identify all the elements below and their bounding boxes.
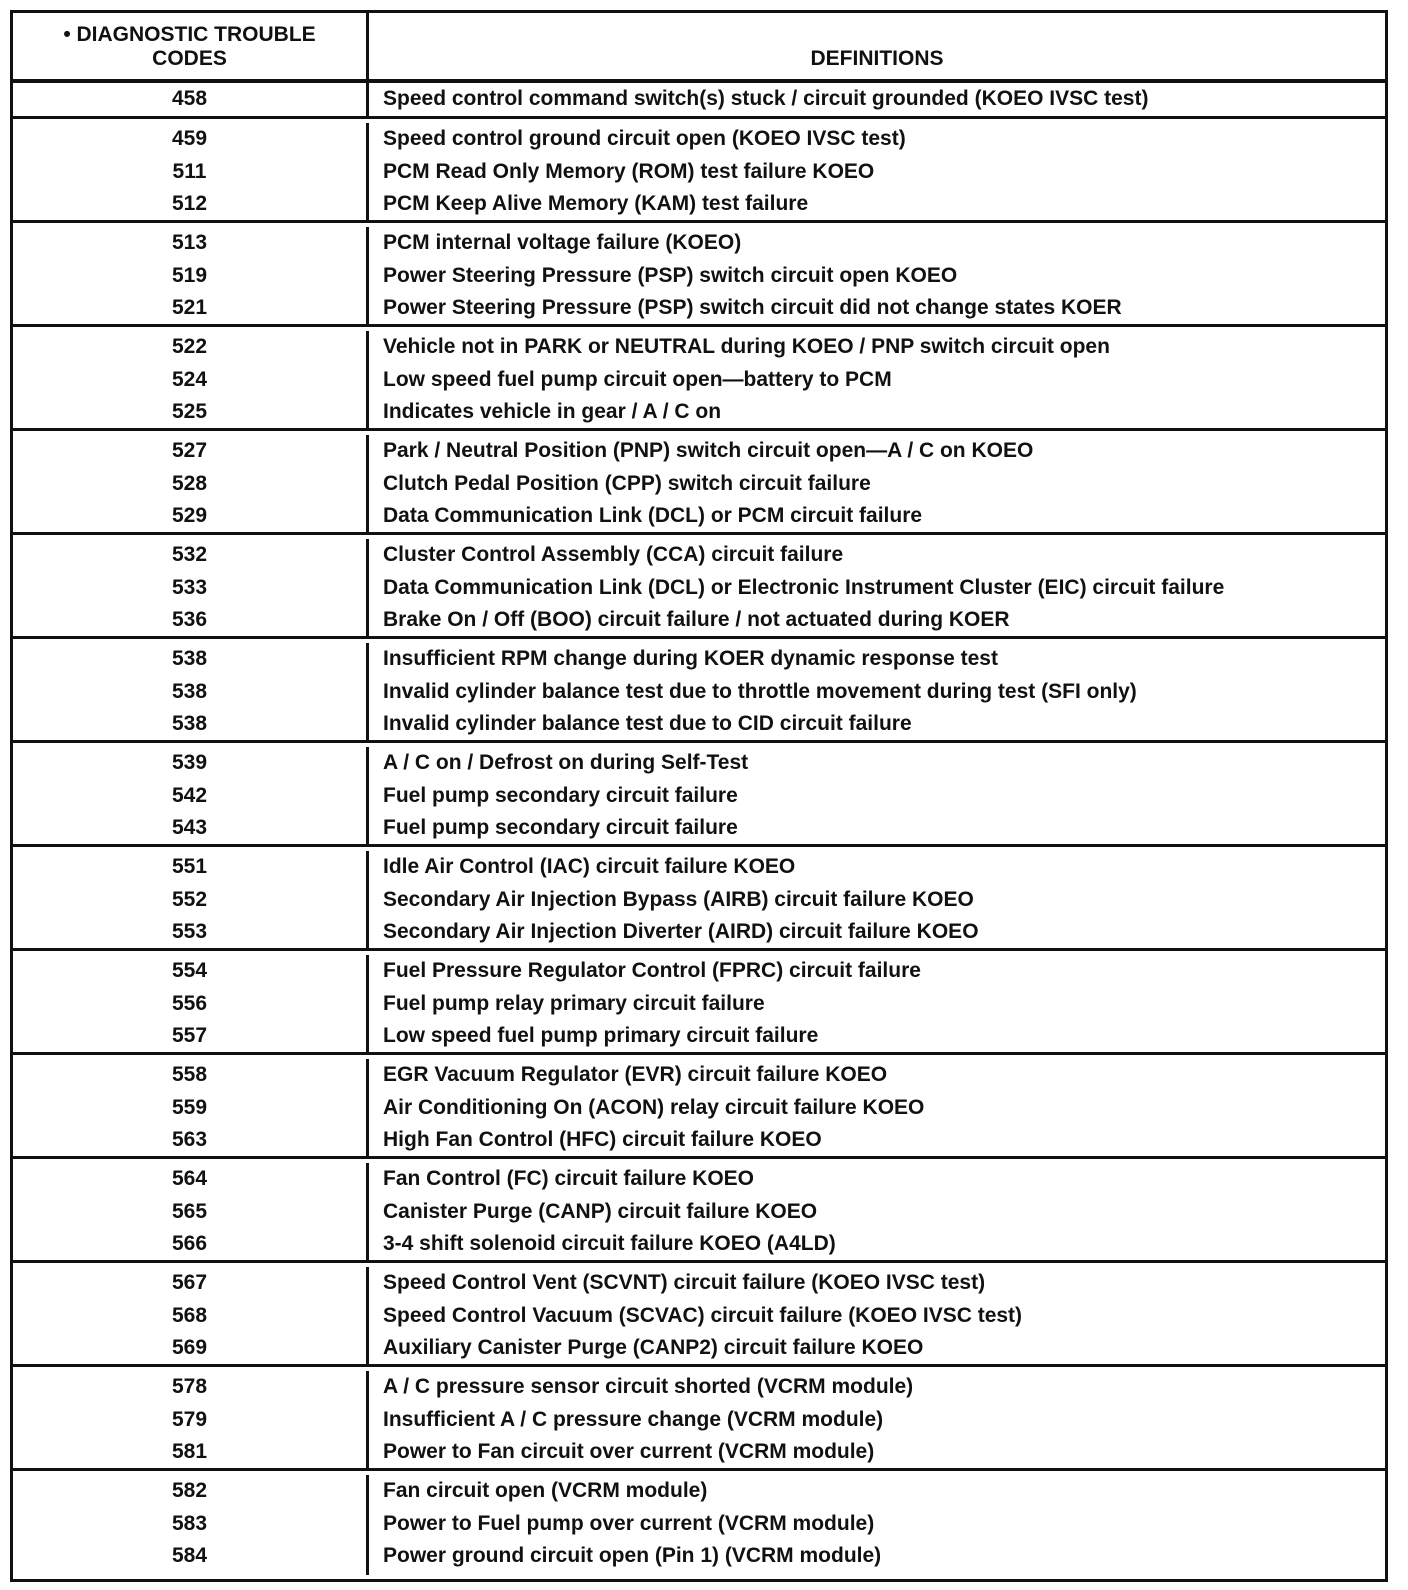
dtc-code: 554 <box>171 959 208 982</box>
dtc-definition: PCM Keep Alive Memory (KAM) test failure <box>383 192 809 215</box>
dtc-definition: Low speed fuel pump circuit open—battery to PCM <box>383 367 892 391</box>
dtc-definition: Fuel pump secondary circuit failure <box>383 816 738 839</box>
codes-cell <box>13 331 369 428</box>
definitions-cell <box>369 331 1385 428</box>
definitions-cell <box>369 83 1385 116</box>
dtc-definition: Data Communication Link (DCL) or Electronic Instrument Cluster (EIC) circuit failure <box>383 575 1225 599</box>
dtc-definition: Cluster Control Assembly (CCA) circuit failure <box>383 543 844 566</box>
dtc-definition: Secondary Air Injection Diverter (AIRD) circuit failure KOEO <box>383 920 979 943</box>
dtc-definition: Fuel pump secondary circuit failure <box>383 783 738 807</box>
definitions-cell <box>369 747 1385 844</box>
definitions-cell <box>369 1163 1385 1260</box>
dtc-code: 524 <box>171 367 208 391</box>
dtc-code: 519 <box>171 263 208 287</box>
codes-cell <box>13 227 369 324</box>
dtc-code: 581 <box>171 1440 208 1463</box>
dtc-code: 564 <box>171 1167 208 1190</box>
dtc-code: 583 <box>171 1511 208 1535</box>
codes-cell <box>13 955 369 1052</box>
definitions-cell <box>369 123 1385 220</box>
dtc-code: 513 <box>171 231 208 254</box>
row-group <box>13 1367 1385 1471</box>
dtc-definition: Invalid cylinder balance test due to CID circuit failure <box>383 712 912 735</box>
codes-cell <box>13 1059 369 1156</box>
dtc-definition: Speed control command switch(s) stuck / circuit grounded (KOEO IVSC test) <box>383 87 1149 110</box>
dtc-definition: 3-4 shift solenoid circuit failure KOEO (A4LD) <box>383 1232 836 1255</box>
dtc-definition: Air Conditioning On (ACON) relay circuit failure KOEO <box>383 1095 925 1119</box>
definitions-cell <box>369 435 1385 532</box>
dtc-definition: A / C pressure sensor circuit shorted (VCRM module) <box>383 1375 914 1398</box>
dtc-definition: Invalid cylinder balance test due to throttle movement during test (SFI only) <box>383 679 1137 703</box>
dtc-code: 579 <box>171 1407 208 1431</box>
dtc-code: 529 <box>171 504 208 527</box>
dtc-code: 542 <box>171 783 208 807</box>
dtc-definition: Power Steering Pressure (PSP) switch circuit open KOEO <box>383 263 958 287</box>
dtc-definition: Insufficient A / C pressure change (VCRM module) <box>383 1407 884 1431</box>
row-group <box>13 847 1385 951</box>
definitions-cell <box>369 1267 1385 1364</box>
definitions-cell <box>369 1371 1385 1468</box>
row-group <box>13 1471 1385 1575</box>
row-group <box>13 119 1385 223</box>
dtc-definition: Power to Fuel pump over current (VCRM module) <box>383 1511 875 1535</box>
dtc-code: 552 <box>171 887 208 911</box>
codes-cell <box>13 435 369 532</box>
dtc-code: 553 <box>171 920 208 943</box>
codes-cell <box>13 643 369 740</box>
dtc-definition: Data Communication Link (DCL) or PCM circuit failure <box>383 504 923 527</box>
dtc-code: 565 <box>171 1199 208 1223</box>
row-group <box>13 327 1385 431</box>
dtc-code: 512 <box>171 192 208 215</box>
dtc-code: 511 <box>172 159 207 183</box>
codes-column-header <box>13 13 369 79</box>
dtc-code: 559 <box>171 1095 208 1119</box>
dtc-definition: Power Steering Pressure (PSP) switch circuit did not change states KOER <box>383 296 1122 319</box>
definitions-cell <box>369 851 1385 948</box>
dtc-code: 558 <box>171 1063 208 1086</box>
dtc-code: 533 <box>171 575 208 599</box>
dtc-definition: Clutch Pedal Position (CPP) switch circuit failure <box>383 471 871 495</box>
dtc-definition: Power to Fan circuit over current (VCRM module) <box>383 1440 875 1463</box>
codes-cell <box>13 1267 369 1364</box>
row-group <box>13 223 1385 327</box>
codes-header-line: CODES <box>152 47 227 70</box>
codes-cell <box>13 1371 369 1468</box>
dtc-definition: Indicates vehicle in gear / A / C on <box>383 400 722 423</box>
row-group <box>13 743 1385 847</box>
dtc-code: 539 <box>171 751 208 774</box>
dtc-code: 551 <box>171 855 208 878</box>
dtc-code: 578 <box>171 1375 208 1398</box>
row-group <box>13 951 1385 1055</box>
dtc-definition: EGR Vacuum Regulator (EVR) circuit failure KOEO <box>383 1063 888 1086</box>
codes-cell <box>13 83 369 116</box>
dtc-code: 563 <box>171 1128 208 1151</box>
row-group <box>13 1263 1385 1367</box>
dtc-code: 538 <box>171 712 208 735</box>
dtc-code: 582 <box>171 1479 208 1502</box>
table-header <box>13 13 1385 83</box>
dtc-definition: Insufficient RPM change during KOER dynamic response test <box>383 647 998 670</box>
dtc-definition: PCM Read Only Memory (ROM) test failure KOEO <box>383 159 875 183</box>
dtc-definition: Fan Control (FC) circuit failure KOEO <box>383 1167 755 1190</box>
codes-header-line: • DIAGNOSTIC TROUBLE <box>63 23 316 46</box>
dtc-definition: A / C on / Defrost on during Self-Test <box>383 751 749 774</box>
definitions-cell <box>369 955 1385 1052</box>
dtc-code: 567 <box>171 1271 208 1294</box>
dtc-code: 521 <box>171 296 208 319</box>
row-group <box>13 1055 1385 1159</box>
dtc-code: 557 <box>171 1024 208 1047</box>
dtc-code: 569 <box>171 1336 208 1359</box>
dtc-definition: Fan circuit open (VCRM module) <box>383 1479 708 1502</box>
codes-cell <box>13 1163 369 1260</box>
codes-cell <box>13 851 369 948</box>
dtc-code: 568 <box>171 1303 208 1327</box>
codes-cell <box>13 539 369 636</box>
dtc-definition: High Fan Control (HFC) circuit failure KOEO <box>383 1128 822 1151</box>
dtc-code: 536 <box>171 608 208 631</box>
definitions-column-header: DEFINITIONS <box>810 47 944 70</box>
dtc-code: 532 <box>171 543 208 566</box>
dtc-definition: Low speed fuel pump primary circuit failure <box>383 1024 819 1047</box>
definitions-cell <box>369 1475 1385 1575</box>
dtc-code: 522 <box>171 335 208 358</box>
dtc-definition: Brake On / Off (BOO) circuit failure / not actuated during KOER <box>383 608 1010 631</box>
dtc-definition: Auxiliary Canister Purge (CANP2) circuit failure KOEO <box>383 1336 924 1359</box>
dtc-definition: Speed Control Vacuum (SCVAC) circuit failure (KOEO IVSC test) <box>383 1303 1023 1327</box>
dtc-code: 538 <box>171 679 208 703</box>
codes-cell <box>13 1475 369 1575</box>
codes-cell <box>13 123 369 220</box>
dtc-code: 527 <box>171 439 208 462</box>
dtc-definition: Idle Air Control (IAC) circuit failure KOEO <box>383 855 796 878</box>
dtc-code: 525 <box>171 400 208 423</box>
row-group <box>13 639 1385 743</box>
definitions-cell <box>369 227 1385 324</box>
dtc-definition: Power ground circuit open (Pin 1) (VCRM module) <box>383 1544 882 1567</box>
definitions-cell <box>369 1059 1385 1156</box>
row-group <box>13 431 1385 535</box>
dtc-definition: Park / Neutral Position (PNP) switch circuit open—A / C on KOEO <box>383 439 1034 462</box>
dtc-definition: PCM internal voltage failure (KOEO) <box>383 231 742 254</box>
dtc-table <box>10 10 1388 1582</box>
dtc-code: 528 <box>171 471 208 495</box>
dtc-definition: Canister Purge (CANP) circuit failure KOEO <box>383 1199 818 1223</box>
table-body <box>13 83 1385 1575</box>
dtc-definition: Vehicle not in PARK or NEUTRAL during KOEO / PNP switch circuit open <box>383 335 1110 358</box>
dtc-code: 459 <box>171 127 208 150</box>
dtc-definition: Fuel Pressure Regulator Control (FPRC) circuit failure <box>383 959 921 982</box>
definitions-cell <box>369 643 1385 740</box>
definitions-cell <box>369 539 1385 636</box>
dtc-code: 538 <box>171 647 208 670</box>
dtc-code: 556 <box>171 991 208 1015</box>
dtc-code: 566 <box>171 1232 208 1255</box>
codes-cell <box>13 747 369 844</box>
dtc-definition: Fuel pump relay primary circuit failure <box>383 991 765 1015</box>
dtc-definition: Speed Control Vent (SCVNT) circuit failure (KOEO IVSC test) <box>383 1271 986 1294</box>
row-group <box>13 83 1385 119</box>
dtc-definition: Secondary Air Injection Bypass (AIRB) circuit failure KOEO <box>383 887 974 911</box>
row-group <box>13 1159 1385 1263</box>
dtc-definition: Speed control ground circuit open (KOEO IVSC test) <box>383 127 906 150</box>
dtc-code: 458 <box>171 87 208 110</box>
dtc-code: 584 <box>171 1544 208 1567</box>
dtc-code: 543 <box>171 816 208 839</box>
row-group <box>13 535 1385 639</box>
